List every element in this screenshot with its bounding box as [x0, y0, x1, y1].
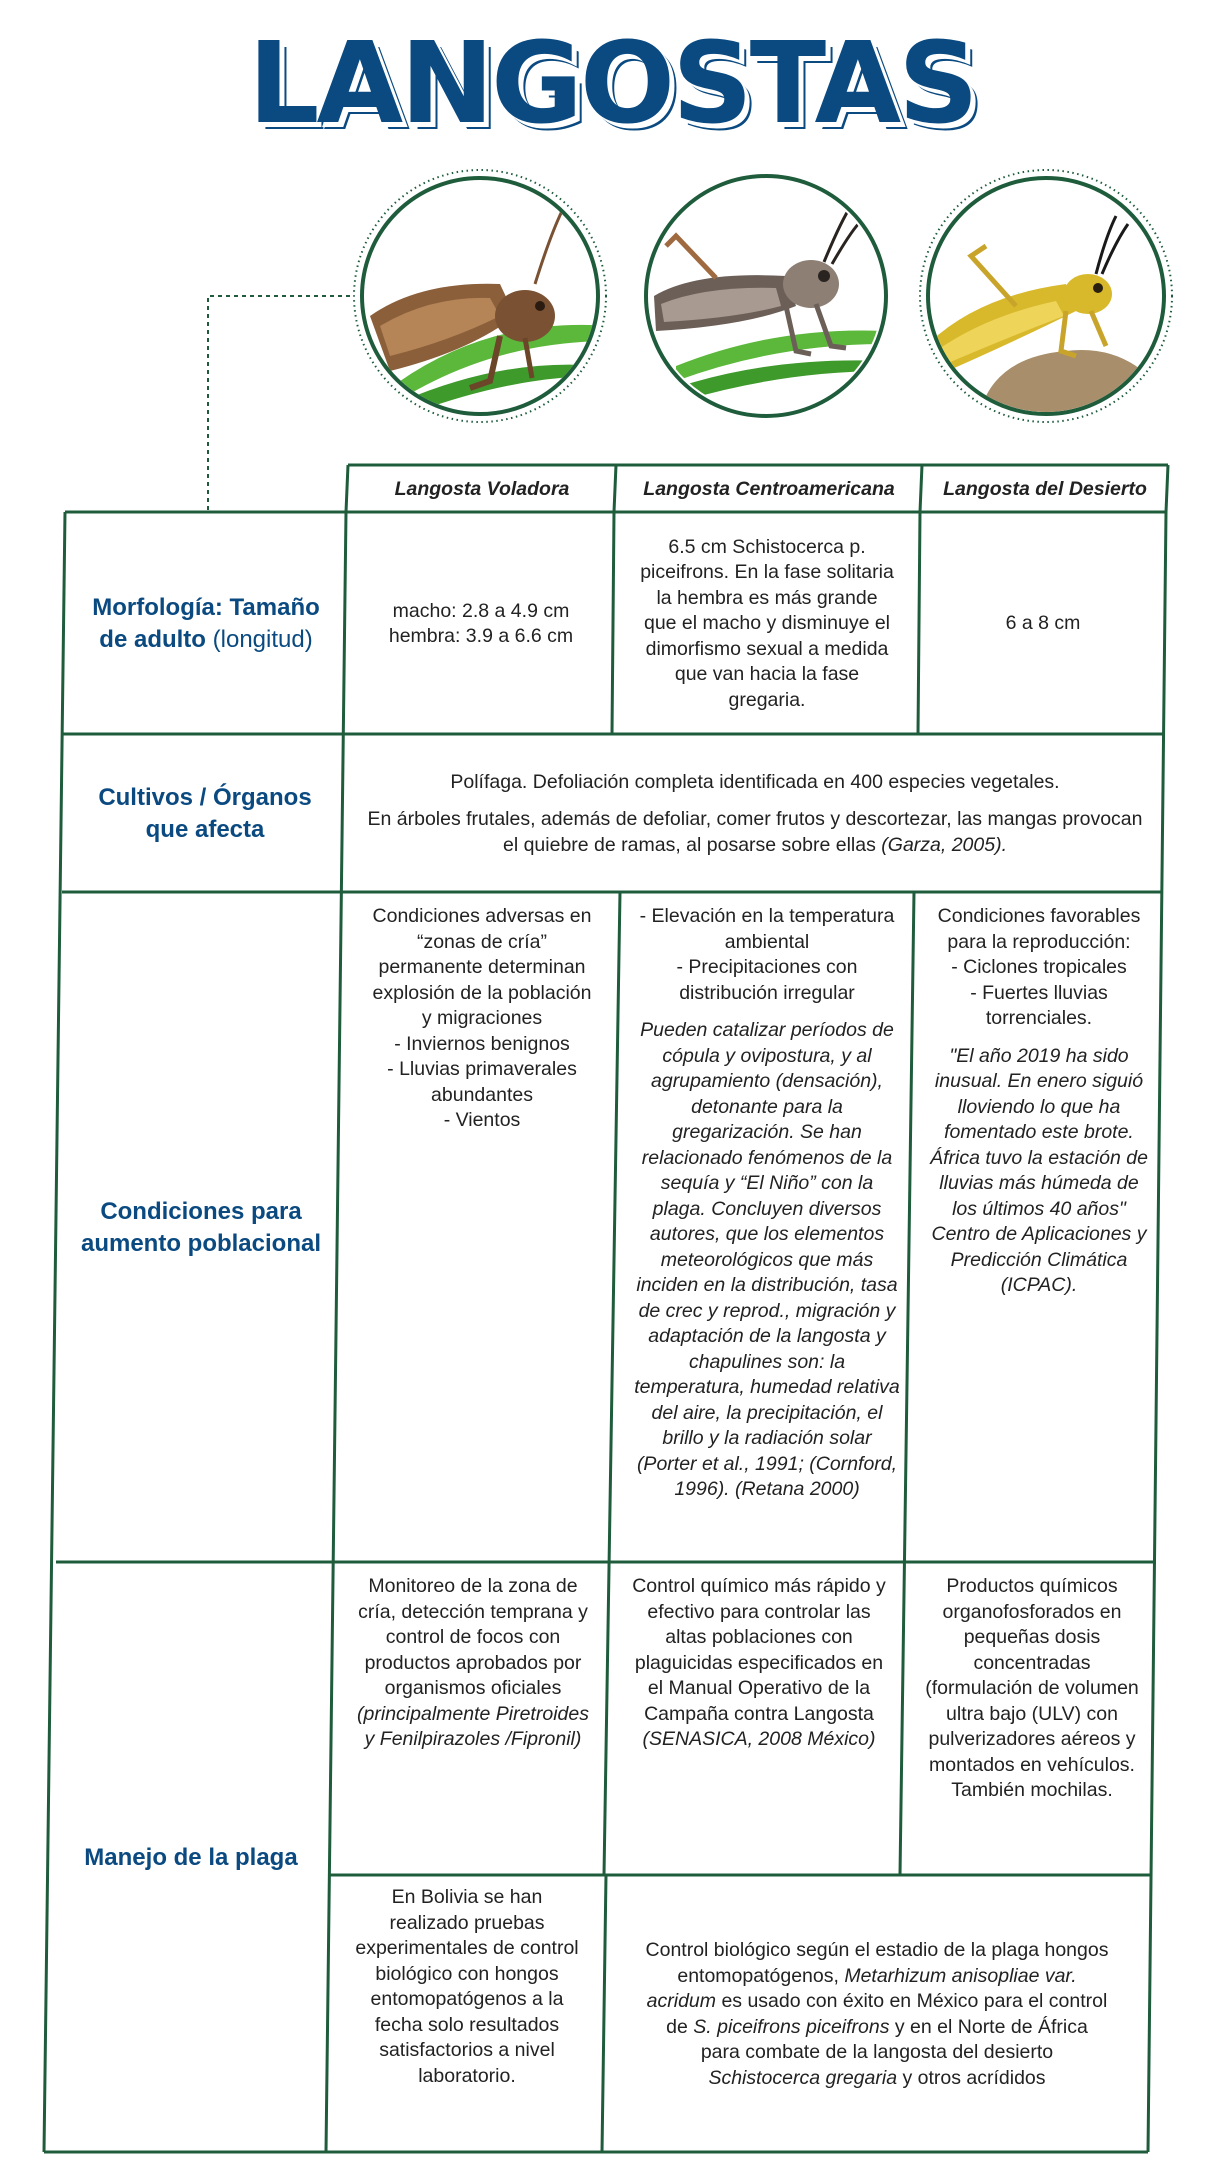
manejo-voladora-italic: (principalmente Piretroides y Fenilpirazoles /Fipronil) — [357, 1702, 589, 1750]
morfologia-label-bold: Morfología: Tamaño de adulto — [92, 594, 320, 653]
manejo-centro-main: Control químico más rápido y efectivo para controlar las altas poblaciones con plaguicidas especificados en el Manual Operativo de la Campaña contra Langosta — [632, 1575, 886, 1725]
bio-text-7: y otros acrídidos — [902, 2066, 1046, 2089]
condiciones-desierto-italic: "El año 2019 ha sido inusual. En enero siguió lloviendo lo que ha fomentado este brote. África tuvo la estación de lluvias más húmeda de los últimos 40 años" Centro de Aplicaciones y Predicción Climática (ICPAC). — [930, 1044, 1148, 1296]
manejo-voladora-main: Monitoreo de la zona de cría, detección temprana y control de focos con productos aprobados por organismos oficiales — [358, 1575, 588, 1699]
cultivos-cita: (Garza, 2005). — [881, 833, 1008, 856]
condiciones-centro-italic: Pueden catalizar períodos de cópula y ovipostura, y al agrupamiento (densación), detonante para la gregarización. Se han relacionado fenómenos de la sequía y “El Niño” con la plaga. Concluyen diversos autores, que los elementos meteorológicos que más inciden en la distribución, tasa de crec y reprod., migración y adaptación de la langosta y chapulines son: la temperatura, humedad relativa del aire, la precipitación, el brillo y la radiación solar (Porter et al., 1991; (Cornford, 1996). (Retana 2000) — [634, 1019, 900, 1500]
morfologia-label-light: (longitud) — [212, 626, 313, 653]
row-label-morfologia — [66, 514, 346, 734]
bio-text-4: S. piceifrons piceifrons — [693, 2015, 890, 2038]
row-label-cultivos: Cultivos / Órganos que afecta — [98, 784, 312, 843]
row-label-manejo: Manejo de la plaga — [84, 1844, 298, 1871]
condiciones-centroamericana — [620, 894, 914, 1562]
manejo-centro-italic: (SENASICA, 2008 México) — [642, 1728, 876, 1750]
header-langosta-centroamericana: Langosta Centroamericana — [643, 477, 895, 500]
condiciones-desierto-main: Condiciones favorables para la reproducción: - Ciclones tropicales - Fuertes lluvias torrenciales. — [937, 905, 1141, 1029]
manejo-control-biologico — [604, 1877, 1150, 2152]
condiciones-centro-main: - Elevación en la temperatura ambiental - Precipitaciones con distribución irregular — [639, 905, 895, 1004]
bio-text-3: es usado con éxito en México para el control de — [666, 1990, 1108, 2038]
page-title: LANGOSTAS — [248, 19, 976, 149]
cultivos-arboles: En árboles frutales, además de defoliar, comer frutos y descortezar, las mangas provocan el quiebre de ramas, al posarse sobre ellas — [367, 808, 1143, 856]
bio-text-1: Control biológico según el estadio de la plaga hongos entomopatógenos, — [645, 1939, 1109, 1987]
manejo-desierto: Productos químicos organofosforados en pequeñas dosis concentradas (formulación de volumen ultra bajo (ULV) con pulverizadores aéreos y montados en vehículos. También mochilas. — [925, 1575, 1139, 1801]
cultivos-content — [346, 736, 1164, 892]
bio-text-2: Metarhizum anisopliae var. acridum — [646, 1964, 1077, 2012]
morfologia-desierto: 6 a 8 cm — [1005, 612, 1081, 635]
condiciones-desierto — [914, 894, 1164, 1562]
morfologia-voladora-macho: macho: 2.8 a 4.9 cm — [392, 599, 570, 622]
manejo-centroamericana — [610, 1564, 908, 1875]
manejo-voladora — [334, 1564, 612, 1875]
manejo-bolivia: En Bolivia se han realizado pruebas experimentales de control biológico con hongos entomopatógenos a la fecha solo resultados satisfactorios a nivel laboratorio. — [355, 1886, 579, 2087]
header-langosta-del-desierto: Langosta del Desierto — [943, 477, 1147, 500]
bio-text-6: Schistocerca gregaria — [708, 2066, 898, 2089]
row-label-condiciones: Condiciones para aumento poblacional — [80, 1198, 322, 1257]
morfologia-voladora — [348, 514, 614, 734]
cultivos-polifaga: Polífaga. Defoliación completa identificada en 400 especies vegetales. — [450, 770, 1060, 793]
condiciones-voladora: Condiciones adversas en “zonas de cría” permanente determinan explosión de la población y migraciones - Inviernos benignos - Lluvias primaverales abundantes - Vientos — [372, 905, 592, 1131]
morfologia-centroamericana: 6.5 cm Schistocerca p. piceifrons. En la fase solitaria la hembra es más grande que el macho y disminuye el dimorfismo sexual a medida que van hacia la fase gregaria. — [640, 535, 894, 711]
morfologia-voladora-hembra: hembra: 3.9 a 6.6 cm — [388, 625, 574, 647]
bio-text-5: y en el Norte de África para combate de la langosta del desierto — [700, 2015, 1088, 2063]
header-langosta-voladora: Langosta Voladora — [394, 477, 570, 500]
